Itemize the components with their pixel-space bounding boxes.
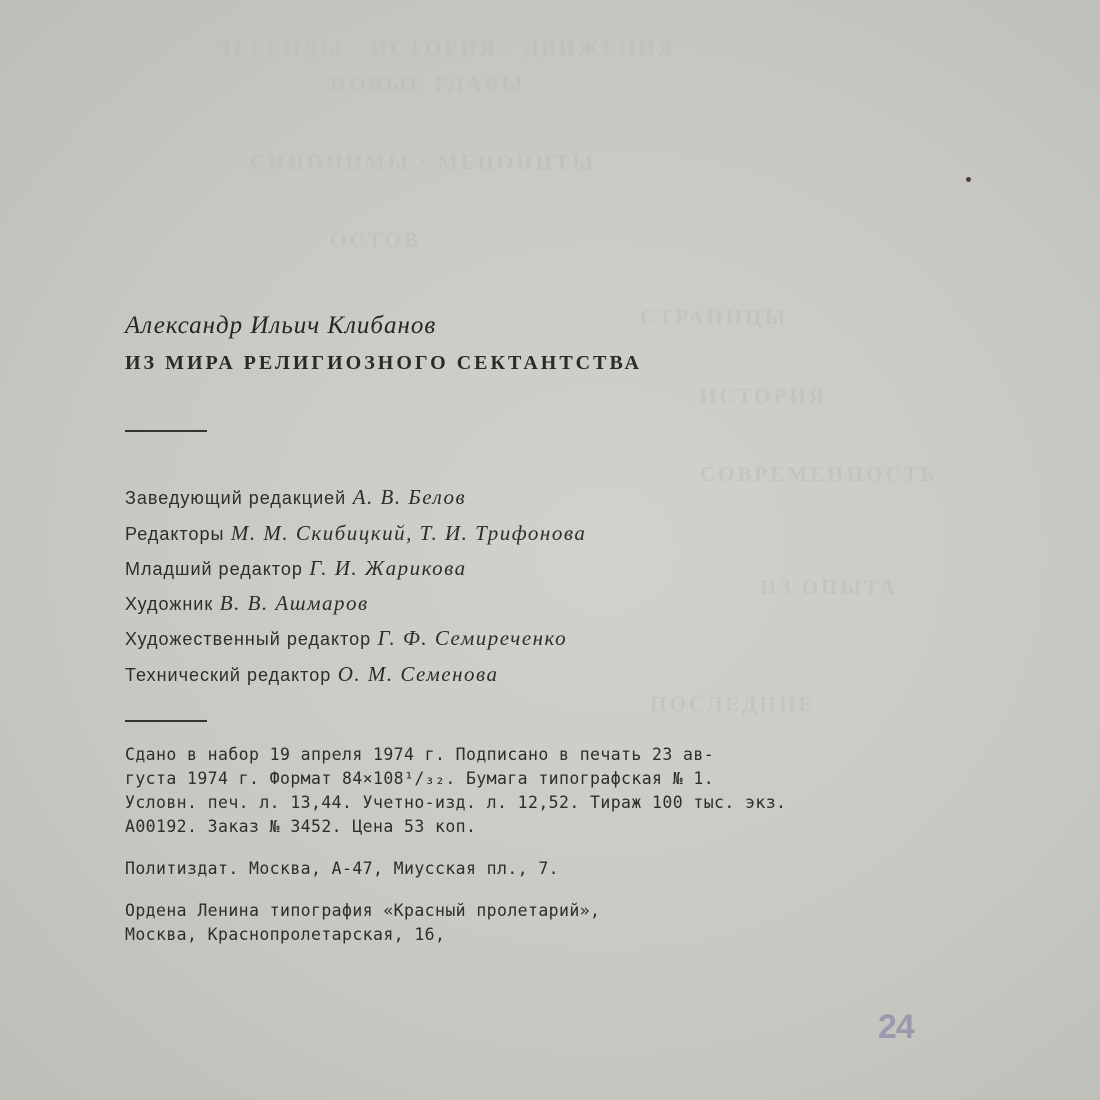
credit-role: Технический редактор (125, 665, 332, 685)
imprint-line: Сдано в набор 19 апреля 1974 г. Подписано в печать 23 ав- (125, 745, 715, 764)
publisher-address: Политиздат. Москва, А-47, Миусская пл., 7. (125, 859, 560, 878)
bleed-through-text: ЛЕГЕНДЫ · ИСТОРИЯ · ДВИЖЕНИЯ (215, 36, 676, 60)
credit-role: Художник (125, 594, 214, 614)
bleed-through-text: СИНОНИМЫ · МЕНОНИТЫ (250, 150, 596, 174)
credit-name: Г. Ф. Семиреченко (377, 626, 568, 650)
bleed-through-text: НОВЫЕ ГЛАВЫ (330, 72, 526, 96)
divider (125, 720, 207, 722)
credit-line (125, 626, 567, 651)
credit-name: Г. И. Жарикова (309, 556, 467, 580)
bleed-through-text: ИСТОРИЯ (700, 384, 827, 408)
credit-line (125, 591, 369, 616)
credit-role: Художественный редактор (125, 629, 372, 649)
divider (125, 430, 207, 432)
printer-block (125, 899, 600, 947)
credit-role: Редакторы (125, 524, 225, 544)
paper-speck (966, 177, 971, 182)
book-title: ИЗ МИРА РЕЛИГИОЗНОГО СЕКТАНТСТВА (125, 352, 642, 374)
bleed-through-text: СТРАНИЦЫ (640, 305, 789, 329)
bleed-through-text: СОВРЕМЕННОСТЬ (700, 462, 938, 486)
imprint-block (125, 743, 786, 839)
credit-role: Младший редактор (125, 559, 303, 579)
credit-role: Заведующий редакцией (125, 488, 347, 508)
bleed-through-text: ОСТОВ (330, 228, 421, 252)
credit-name: В. В. Ашмаров (219, 591, 369, 615)
credit-line (125, 662, 498, 687)
imprint-line: Условн. печ. л. 13,44. Учетно-изд. л. 12,52. Тираж 100 тыс. экз. (125, 793, 787, 812)
credit-line (125, 485, 466, 510)
credit-name: А. В. Белов (352, 485, 467, 509)
credit-name: О. М. Семенова (337, 662, 499, 686)
bleed-through-text: ИЗ ОПЫТА (760, 575, 899, 599)
printer-line: Москва, Краснопролетарская, 16, (125, 925, 446, 944)
printer-line: Ордена Ленина типография «Красный пролетарий», (125, 901, 601, 920)
bleed-through-text: ПОСЛЕДНИЕ (650, 692, 816, 716)
imprint-line: густа 1974 г. Формат 84×108¹/₃₂. Бумага типографская № 1. (125, 769, 715, 788)
imprint-line: А00192. Заказ № 3452. Цена 53 коп. (125, 817, 477, 836)
credit-name: М. М. Скибицкий, Т. И. Трифонова (230, 521, 587, 545)
book-author: Александр Ильич Клибанов (125, 312, 437, 339)
page-stamp: 24 (878, 1008, 914, 1046)
credit-line (125, 521, 586, 546)
credit-line (125, 556, 467, 581)
